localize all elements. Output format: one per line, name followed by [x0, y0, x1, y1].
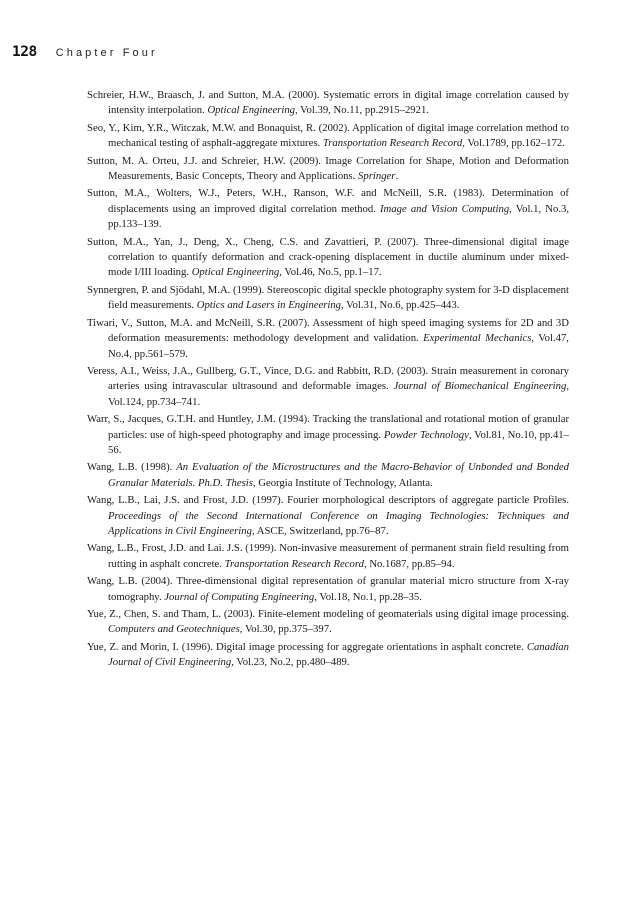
reference-source-title: Computers and Geotechniques [108, 623, 240, 636]
reference-details: , ASCE, Switzerland, pp.76–87. [251, 524, 389, 537]
reference-text: Wang, L.B. (1998). [87, 461, 177, 474]
reference-text: Synnergren, P. and Sjödahl, M.A. (1999). Stereoscopic digital speckle photography system for 3-D displacement field measurements. [87, 283, 569, 312]
reference-details: , Vol.47, No.4, pp.561–579. [108, 332, 569, 360]
reference-text: Sutton, M. A. Orteu, J.J. and Schreier, H.W. (2009). Image Correlation for Shape, Motion and Deformation Measurements, Basic Concepts, Theory and Applications. [87, 154, 569, 183]
reference-source-title: Optical Engineering [191, 266, 280, 279]
reference-text: Tiwari, V., Sutton, M.A. and McNeill, S.R. (2007). Assessment of high speed imaging systems for 2D and 3D deformation measurements: methodology development and validation. [87, 316, 569, 345]
reference-source-title: Image and Vision Computing [380, 202, 510, 215]
reference-details: , Vol.39, No.11, pp.2915–2921. [295, 104, 430, 117]
reference-text: Seo, Y., Kim, Y.R., Witczak, M.W. and Bonaquist, R. (2002). Application of digital image correlation method to mechanical testing of asphalt-aggregate mixtures. [87, 121, 569, 150]
reference-details: . [395, 170, 399, 183]
reference-details: , Vol.30, pp.375–397. [239, 623, 332, 636]
reference-text: Veress, A.I., Weiss, J.A., Gullberg, G.T., Vince, D.G. and Rabbitt, R.D. (2003). Strain measurement in coronary arteries using intravascular ultrasound and deformable images. [87, 364, 569, 393]
reference-text: Sutton, M.A., Yan, J., Deng, X., Cheng, C.S. and Zavattieri, P. (2007). Three-dimensional digital image correlation to quantify deformation and crack-opening displacement in ductile aluminum under mixed-mode I/III loading. [87, 235, 569, 279]
reference-list [87, 88, 569, 673]
reference-text: Wang, L.B. (2004). Three-dimensional digital representation of granular material micro structure from X-ray tomography. [87, 575, 569, 603]
reference-text: Sutton, M.A., Wolters, W.J., Peters, W.H., Ranson, W.F. and McNeill, S.R. (1983). Determination of displacements using an improved digital correlation method. [87, 187, 569, 215]
running-head [12, 44, 158, 60]
reference-details: , Vol.1, No.3, pp.133–139. [108, 202, 570, 231]
reference-entry [87, 460, 569, 491]
reference-entry [87, 364, 569, 410]
reference-details: , Vol.81, No.10, pp.41–56. [108, 428, 569, 456]
reference-source-title: Canadian Journal of Civil Engineering [108, 640, 569, 669]
reference-source-title: Optics and Lasers in Engineering [196, 299, 342, 312]
reference-text: Warr, S., Jacques, G.T.H. and Huntley, J.M. (1994). Tracking the translational and rotational motion of granular particles: use of high-speed photography and image processing. [87, 413, 569, 441]
reference-details: , Vol.124, pp.734–741. [108, 380, 569, 408]
reference-details: , Georgia Institute of Technology, Atlanta. [252, 476, 433, 489]
reference-entry [87, 186, 569, 232]
reference-entry [87, 88, 569, 119]
reference-entry [87, 412, 569, 458]
reference-details: , Vol.18, No.1, pp.28–35. [314, 590, 422, 603]
reference-entry [87, 640, 569, 671]
reference-source-title: Powder Technology [383, 428, 469, 441]
reference-source-title: Experimental Mechanics [423, 332, 532, 345]
page-number: 128 [12, 44, 37, 60]
reference-source-title: Optical Engineering [207, 104, 296, 117]
reference-source-title: Journal of Computing Engineering [164, 590, 315, 603]
reference-entry [87, 541, 569, 572]
reference-source-title: Transportation Research Record [322, 137, 463, 150]
reference-text: Yue, Z. and Morin, I. (1996). Digital image processing for aggregate orientations in asphalt concrete. [87, 640, 527, 653]
reference-text: Wang, L.B., Frost, J.D. and Lai. J.S. (1999). Non-invasive measurement of permanent strain field resulting from rutting in asphalt concrete. [87, 542, 569, 570]
reference-source-title: Springer [358, 170, 396, 183]
reference-entry [87, 154, 569, 185]
reference-details: , Vol.1789, pp.162–172. [462, 137, 565, 150]
chapter-label: Chapter Four [55, 47, 158, 59]
reference-source-title: Journal of Biomechanical Engineering [393, 380, 567, 393]
reference-details: , Vol.46, No.5, pp.1–17. [279, 266, 382, 279]
reference-details: , Vol.23, No.2, pp.480–489. [231, 656, 350, 669]
reference-details: , Vol.31, No.6, pp.425–443. [341, 299, 460, 312]
reference-entry [87, 316, 569, 362]
reference-source-title: Transportation Research Record [224, 557, 364, 570]
reference-source-title: Proceedings of the Second International Conference on Imaging Technologies: Techniques and Applications in Civil Engineering [108, 509, 569, 537]
reference-entry [87, 121, 569, 152]
reference-entry [87, 235, 569, 281]
reference-entry [87, 607, 569, 638]
reference-details: , No.1687, pp.85–94. [363, 557, 455, 570]
reference-source-title: An Evaluation of the Microstructures and the Macro-Behavior of Unbonded and Bonded Granular Materials. Ph.D. Thesis [108, 461, 570, 489]
reference-text: Yue, Z., Chen, S. and Tham, L. (2003). Finite-element modeling of geomaterials using digital image processing. [87, 608, 569, 620]
reference-text: Schreier, H.W., Braasch, J. and Sutton, M.A. (2000). Systematic errors in digital image correlation caused by intensity interpolation. [87, 89, 569, 117]
reference-entry [87, 493, 569, 539]
reference-entry [87, 283, 569, 314]
reference-text: Wang, L.B., Lai, J.S. and Frost, J.D. (1997). Fourier morphological descriptors of aggregate particle Profiles. [87, 494, 569, 507]
reference-entry [87, 574, 569, 605]
